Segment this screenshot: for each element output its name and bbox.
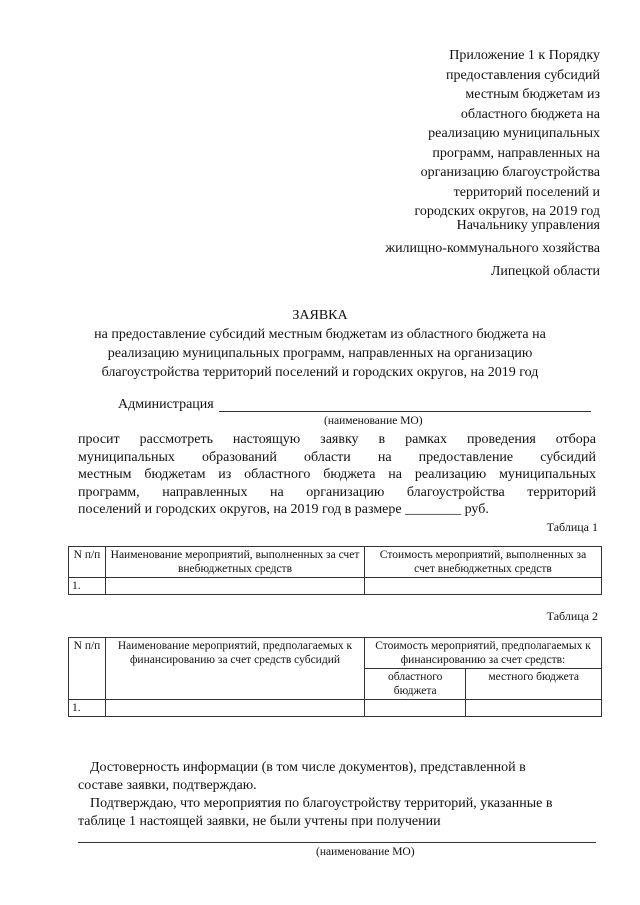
confirm-line: составе заявки, подтверждаю. — [78, 778, 257, 793]
table1-header-num: N п/п — [69, 547, 106, 578]
table2-header-row — [69, 638, 602, 669]
table2-caption: Таблица 2 — [546, 609, 598, 623]
confirm-line: таблице 1 настоящей заявки, не были учтены при получении — [78, 814, 441, 829]
title-line: реализацию муниципальных программ, направленных на организацию — [107, 346, 533, 361]
mo-caption: (наименование МО) — [316, 846, 415, 858]
addressee-line: жилищно-коммунального хозяйства — [385, 241, 600, 256]
mo-caption: (наименование МО) — [324, 415, 423, 427]
body-line: местным бюджетам из областного бюджета на реализацию муниципальных — [78, 467, 596, 482]
table1 — [68, 546, 602, 595]
table2-cell[interactable] — [106, 700, 365, 717]
table-row — [69, 578, 602, 595]
addressee-block — [300, 214, 600, 283]
administration-fill-line[interactable] — [219, 411, 591, 412]
administration-label: Администрация — [118, 397, 214, 412]
appendix-line: Приложение 1 к Порядку — [449, 48, 600, 63]
table2-header-num: N п/п — [69, 638, 106, 700]
addressee-line: Начальнику управления — [456, 218, 600, 233]
mo-fill-line[interactable] — [78, 842, 596, 843]
table2-header-name: Наименование мероприятий, предполагаемых к финансированию за счет средств субсидий — [106, 638, 365, 700]
body-line: программ, направленных на организацию благоустройства территорий — [78, 484, 596, 500]
table1-header-name: Наименование мероприятий, выполненных за счет внебюджетных средств — [106, 547, 365, 578]
appendix-line: территорий поселений и — [453, 184, 600, 200]
table1-caption: Таблица 1 — [546, 520, 598, 534]
confirm-line: Подтверждаю, что мероприятия по благоустройству территорий, указанные в — [90, 796, 553, 811]
confirmation-text — [78, 759, 596, 831]
table1-cell[interactable] — [106, 578, 365, 595]
title-line: на предоставление субсидий местным бюджетам из областного бюджета на — [94, 327, 546, 342]
appendix-note — [340, 46, 600, 222]
body-line: муниципальных образований области на предоставление субсидий — [78, 449, 596, 465]
table2-subheader-regional: областного бюджета — [365, 669, 466, 700]
appendix-line: реализацию муниципальных — [428, 126, 600, 141]
body-line: поселений и городских округов, на 2019 год в размере ________ руб. — [78, 502, 489, 517]
table1-cell[interactable] — [365, 578, 602, 595]
request-body — [78, 431, 596, 519]
title-line: благоустройства территорий поселений и городских округов, на 2019 год — [101, 365, 539, 380]
appendix-line: предоставления субсидий — [445, 67, 600, 83]
table-row — [69, 700, 602, 717]
table2-cell[interactable] — [466, 700, 602, 717]
table1-cell: 1. — [69, 578, 106, 595]
table2-header-cost: Стоимость мероприятий, предполагаемых к финансированию за счет средств: — [365, 638, 602, 669]
document-title — [60, 306, 580, 382]
table2-cell[interactable] — [365, 700, 466, 717]
appendix-line: местным бюджетам из — [465, 87, 600, 102]
title-heading: ЗАЯВКА — [292, 308, 348, 323]
appendix-line: городских округов, на 2019 год — [414, 204, 600, 219]
appendix-line: организацию благоустройства — [420, 165, 600, 180]
appendix-line: программ, направленных на — [432, 145, 600, 161]
table1-header-cost: Стоимость мероприятий, выполненных за счет внебюджетных средств — [365, 547, 602, 578]
body-line: просит рассмотреть настоящую заявку в рамках проведения отбора — [78, 432, 596, 447]
appendix-line: областного бюджета на — [460, 106, 600, 122]
table2-cell: 1. — [69, 700, 106, 717]
table1-header-row — [69, 547, 602, 578]
addressee-line: Липецкой области — [490, 264, 600, 279]
table2 — [68, 637, 602, 717]
table2-subheader-local: местного бюджета — [466, 669, 602, 700]
confirm-line: Достоверность информации (в том числе документов), представленной в — [90, 760, 526, 775]
